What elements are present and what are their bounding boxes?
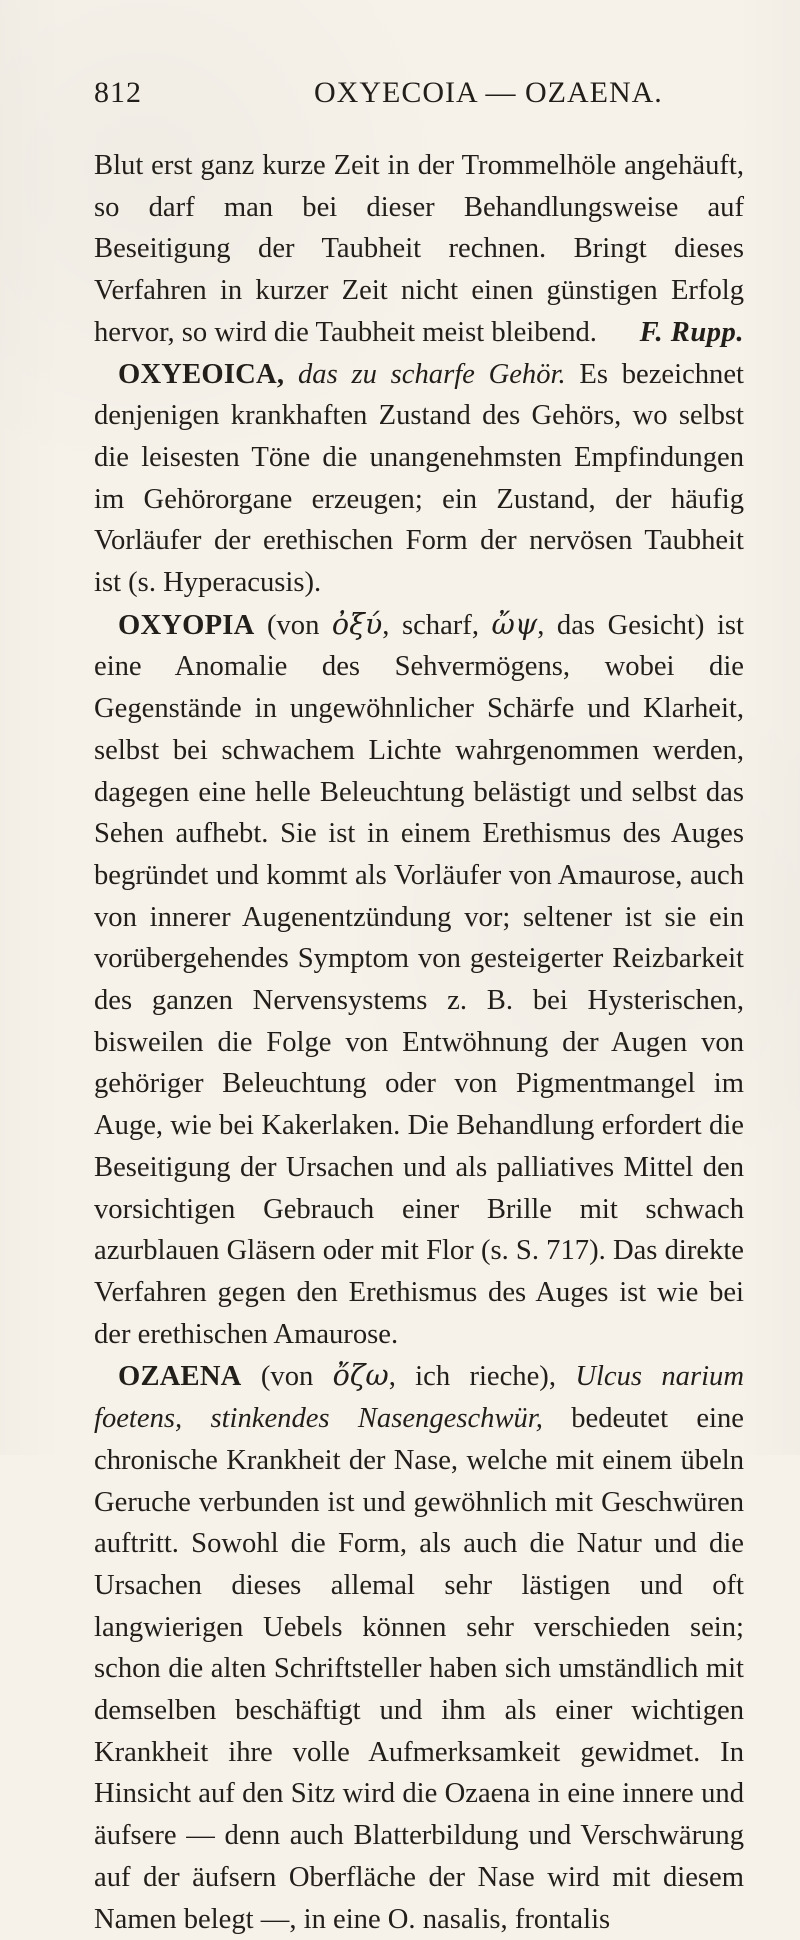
entry-term: OZAENA xyxy=(118,1361,242,1393)
entry-oxyopia xyxy=(94,604,744,1356)
author-signature: F. Rupp. xyxy=(639,316,744,348)
entry-term: OXYOPIA xyxy=(118,609,255,641)
greek-word: ὄζω xyxy=(332,1358,389,1393)
page-number: 812 xyxy=(94,76,142,109)
entry-term: OXYEOICA, xyxy=(118,358,285,390)
german-term: stinkendes Nasengeschwür, xyxy=(210,1403,543,1435)
entry-ozaena xyxy=(94,1355,744,1940)
paragraph-continuation xyxy=(94,145,744,354)
entry-text-middle: , ich rieche), xyxy=(388,1361,576,1393)
entry-text-prefix: (von xyxy=(254,609,332,641)
running-title: OXYECOIA — OZAENA. xyxy=(314,76,663,109)
entry-text-middle: , scharf, xyxy=(382,609,492,641)
body-text xyxy=(94,145,744,1940)
paragraph-text: Blut erst ganz kurze Zeit in der Trommelhöle angehäuft, so darf man bei dieser Behandlungsweise auf Beseitigung der Taubheit rechnen. Bringt dieses Verfahren in kurzer Zeit nicht einen günstigen Erfolg hervor, so wird die Taubheit meist bleibend. xyxy=(94,150,744,348)
space-text xyxy=(182,1403,210,1434)
greek-word: ὀξύ xyxy=(331,606,383,641)
running-header xyxy=(94,78,742,118)
entry-text: bedeutet eine chronische Krankheit der Nase, welche mit einem übeln Geruche verbunden ist und gewöhnlich mit Geschwüren auftritt. Sowohl die Form, als auch die Natur und die Ursachen dieses allemal sehr lästigen und oft langwierigen Uebels können sehr verschieden sein; schon die alten Schriftsteller haben sich umständlich mit demselben beschäftigt und ihm als einer wichtigen Krankheit ihre volle Aufmerksamkeit gewidmet. In Hinsicht auf den Sitz wird die Ozaena in eine innere und äufsere — denn auch Blatterbildung und Verschwärung auf der äufsern Oberfläche der Nase wird mit diesem Namen belegt —, in eine O. nasalis, frontalis xyxy=(94,1403,744,1935)
entry-text-prefix: (von xyxy=(241,1361,333,1393)
entry-definition-italic: das zu scharfe Gehör. xyxy=(298,358,566,390)
latin-term: Ulcus narium foetens, xyxy=(94,1361,744,1435)
greek-word: ὤψ xyxy=(491,606,538,641)
entry-text: Es bezeichnet denjenigen krankhaften Zustand des Gehörs, wo selbst die leisesten Töne die unangenehmsten Empfindungen im Gehörorgane erzeugen; ein Zustand, der häufig Vorläufer der erethischen Form der nervösen Taubheit ist (s. Hyperacusis). xyxy=(94,358,744,599)
entry-oxyeoica xyxy=(94,354,744,604)
entry-text: , das Gesicht) ist eine Anomalie des Sehvermögens, wobei die Gegenstände in ungewöhnlicher Schärfe und Klarheit, selbst bei schwachem Lichte wahrgenommen werden, dagegen eine helle Beleuchtung belästigt und selbst das Sehen aufhebt. Sie ist in einem Erethismus des Auges begründet und kommt als Vorläufer von Amaurose, auch von innerer Augenentzündung vor; seltener ist sie ein vorübergehendes Symptom von gesteigerter Reizbarkeit des ganzen Nervensystems z. B. bei Hysterischen, bisweilen die Folge von Entwöhnung der Augen von gehöriger Beleuchtung oder von Pigmentmangel im Auge, wie bei Kakerlaken. Die Behandlung erfordert die Beseitigung der Ursachen und als palliatives Mittel den vorsichtigen Gebrauch einer Brille mit schwach azurblauen Gläsern oder mit Flor (s. S. 717). Das direkte Verfahren gegen den Erethismus des Auges ist wie bei der erethischen Amaurose. xyxy=(94,609,744,1350)
